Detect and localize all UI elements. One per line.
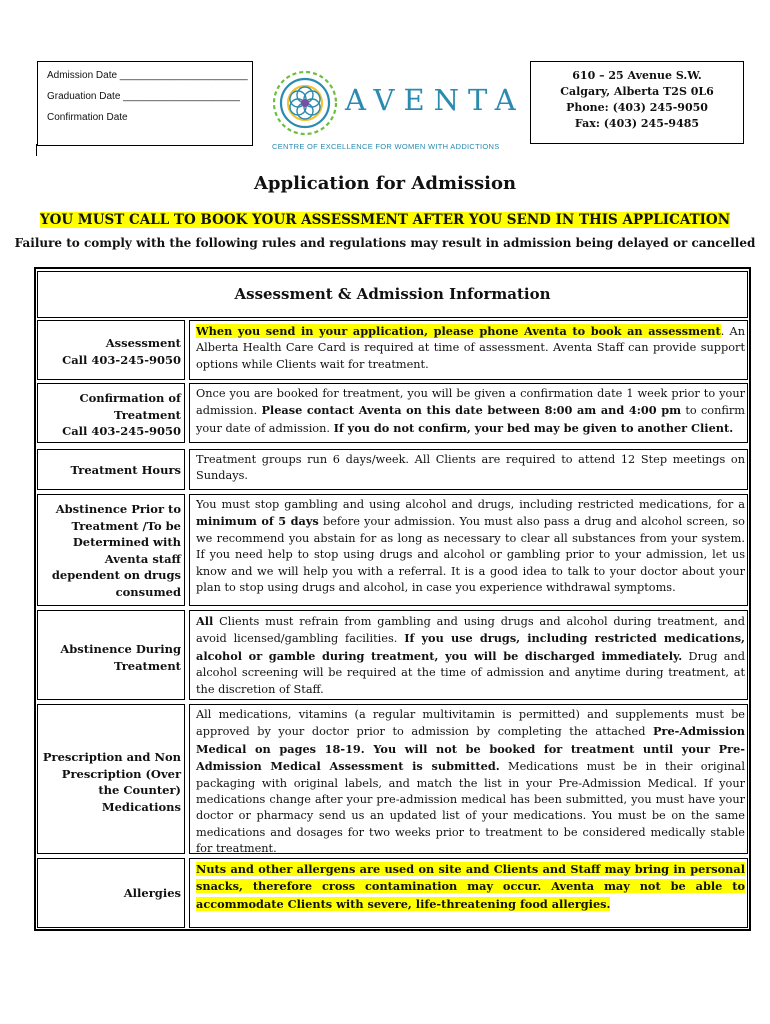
body-text: Once you are booked for treatment, you will be given a confirmation date 1 week prior to your admission. [196,387,745,418]
label-line: Allergies [123,886,181,900]
bold-text: Pre-Admission Medical on pages 18-19. You will not be booked for treatment until your Pre-Admission Medical Assessment is submitted. [196,724,745,774]
bold-text: Please contact Aventa on this date between 8:00 am and 4:00 pm [261,403,682,418]
admission-dates-box [37,61,253,146]
row-text-hours [189,449,748,490]
fax: Fax: (403) 245-9485 [574,117,700,130]
bold-text: minimum of 5 days [196,514,319,529]
logo-wordmark: AVENTA [345,83,525,117]
body-text: You must stop gambling and using alcohol and drugs, including restricted medications, for a [196,498,745,511]
row-text-allergies [189,858,748,928]
bold-text: All [196,614,214,628]
body-text: before your admission. You must also pass a drug and alcohol screen, so we recommend you abstain for as long as necessary to clear all substances from your system. If you need help to stop using drugs and alcohol or gambling prior to your admission, let us know and we will help you with a referral. It is a good idea to talk to your doctor about your plan to stop using drugs and alcohol, in case you experience withdrawal symptoms. [196,515,745,595]
address-box [530,61,744,144]
compliance-note: Failure to comply with the following rules and regulations may result in admission being delayed or cancelled [14,236,756,250]
label-line: Prescription (Over [61,766,181,781]
page-title: Application for Admission [253,173,517,194]
address-line1: 610 – 25 Avenue S.W. [572,69,702,82]
label-line: Call 403-245-9050 [62,424,181,438]
label-line: Prescription and Non [42,750,181,764]
label-line: dependent on drugs [51,568,181,582]
body-text: Drug and alcohol screening will be required at the time of admission and anytime during treatment, at the discretion of Staff. [196,649,745,696]
row-label-hours [37,449,185,490]
label-line: Call 403-245-9050 [62,352,181,367]
label-line: Assessment [105,336,181,350]
label-line: Confirmation of [79,391,181,405]
row-label-abstinence-prior [37,494,185,606]
graduation-date-field[interactable]: Graduation Date _____________________ [47,91,240,102]
label-line: Abstinence During [60,642,181,656]
highlight-text: When you send in your application, please phone Aventa to book an assessment [196,324,721,338]
label-line: Aventa staff [104,551,181,566]
logo-tagline: CENTRE OF EXCELLENCE FOR WOMEN WITH ADDICTIONS [272,142,500,151]
row-text-abstinence-prior [189,494,748,606]
body-text: Clients must refrain from gambling and using drugs and alcohol during treatment, and avoid licensed/gambling facilities. [196,615,745,646]
highlight-text: Nuts and other allergens are used on site and Clients and Staff may bring in personal snacks, therefore cross contamination may occur. Aventa may not be able to accommodate Clients with severe, life-threatening food allergies. [196,862,745,911]
body-text: All medications, vitamins (a regular multivitamin is permitted) and supplements must be approved by your doctor prior to admission by completing the attached [196,708,745,739]
table-heading: Assessment & Admission Information [37,271,748,318]
label-line: Treatment [113,658,181,673]
phone: Phone: (403) 245-9050 [566,101,708,114]
label-line: Abstinence Prior to [55,502,181,516]
label-line: Medications [101,799,181,814]
label-line: Treatment Hours [70,463,181,477]
row-text-medications [189,704,748,854]
row-text-confirmation [189,383,748,443]
row-label-allergies [37,858,185,928]
body-text: Treatment groups run 6 days/week. All Clients are required to attend 12 Step meetings on Sundays. [196,453,745,483]
bold-text: If you use drugs, including restricted medications, alcohol or gamble during treatment, you will be discharged immediately. [196,631,745,663]
warning-banner [0,212,770,228]
body-text: to confirm your date of admission. [196,404,746,435]
warning-text: YOU MUST CALL TO BOOK YOUR ASSESSMENT AFTER YOU SEND IN THIS APPLICATION [39,212,731,228]
label-line: Treatment /To be [71,518,181,533]
body-text: Medications must be in their original packaging with original labels, and match the list in your Pre-Admission Medical. If your medications change after your pre-admission medical has been submitted, you must have your doctor or pharmacy send us an updated list of your medications. You must be on the same medications and dosages for two weeks prior to treatment to be considered medically stable for treatment. [196,760,745,856]
row-label-assessment [37,320,185,380]
label-line: Treatment [113,407,181,422]
confirmation-date-field[interactable]: Confirmation Date [47,112,128,123]
box-tick [36,144,37,156]
label-line: the Counter) [98,783,181,797]
row-label-confirmation [37,383,185,443]
body-text: . An Alberta Health Care Card is required at time of assessment. Aventa Staff can provide support options while Clients wait for treatment. [196,325,745,371]
address-line2: Calgary, Alberta T2S 0L6 [560,85,714,98]
label-line: consumed [115,584,181,599]
aventa-logo-icon [270,63,340,145]
bold-text: If you do not confirm, your bed may be given to another Client. [333,420,734,435]
row-label-abstinence-during [37,610,185,700]
admission-date-field[interactable]: Admission Date _______________________ [47,70,248,81]
label-line: Determined with [72,535,181,549]
row-text-assessment [189,320,748,380]
row-label-medications [37,704,185,854]
row-text-abstinence-during [189,610,748,700]
